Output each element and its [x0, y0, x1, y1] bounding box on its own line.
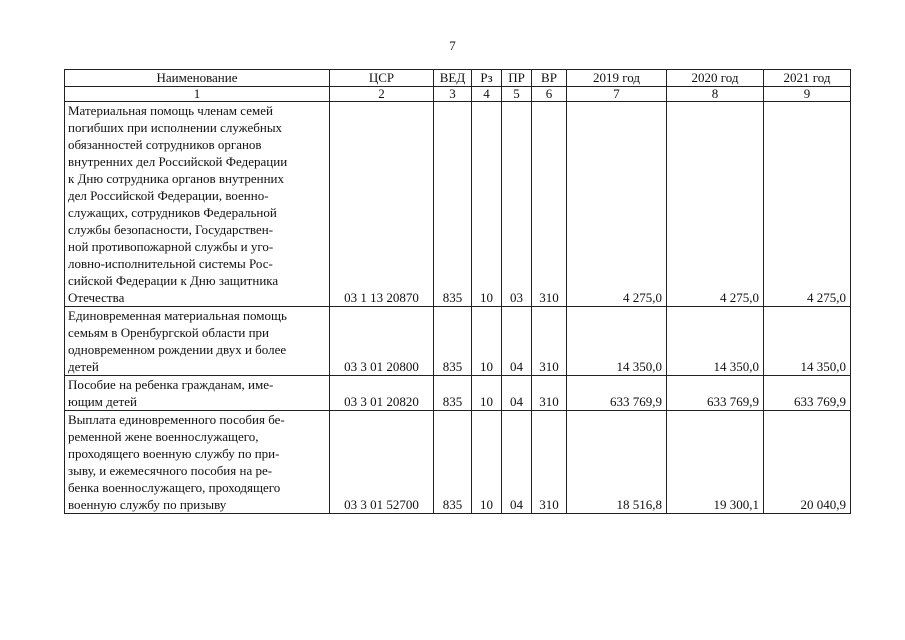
header-ved: ВЕД: [434, 70, 472, 87]
ved-cell: 835: [434, 411, 472, 514]
vr-cell: 310: [532, 102, 567, 307]
rz-cell: 10: [472, 376, 502, 411]
rz-cell: 10: [472, 102, 502, 307]
pr-cell: 04: [502, 411, 532, 514]
name-line: служащих, сотрудников Федеральной: [68, 205, 277, 220]
ved-cell: 835: [434, 376, 472, 411]
name-line: обязанностей сотрудников органов: [68, 137, 262, 152]
name-line: погибших при исполнении служебных: [68, 120, 283, 135]
row-name-cell: [65, 102, 330, 307]
csr-cell: 03 1 13 20870: [330, 102, 434, 307]
name-line: ременной жене военнослужащего,: [68, 429, 259, 444]
name-line: семьям в Оренбургской области при: [68, 325, 270, 340]
name-line: детей: [68, 359, 99, 374]
header-pr: ПР: [502, 70, 532, 87]
name-line: военную службу по призыву: [68, 497, 227, 512]
name-line: дел Российской Федерации, военно-: [68, 188, 269, 203]
csr-cell: 03 3 01 20820: [330, 376, 434, 411]
column-number: 4: [472, 87, 502, 102]
table-row: [65, 307, 851, 376]
pr-cell: 04: [502, 307, 532, 376]
name-line: бенка военнослужащего, проходящего: [68, 480, 281, 495]
amount-2020-cell: 14 350,0: [667, 307, 764, 376]
column-number: 3: [434, 87, 472, 102]
name-line: зыву, и ежемесячного пособия на ре-: [68, 463, 273, 478]
amount-2019-cell: 14 350,0: [567, 307, 667, 376]
pr-cell: 03: [502, 102, 532, 307]
amount-2020-cell: 4 275,0: [667, 102, 764, 307]
header-2021: 2021 год: [764, 70, 851, 87]
name-line: ющим детей: [68, 394, 137, 409]
name-line: к Дню сотрудника органов внутренних: [68, 171, 284, 186]
column-number: 9: [764, 87, 851, 102]
column-number: 2: [330, 87, 434, 102]
name-line: Отечества: [68, 290, 125, 305]
row-name-cell: [65, 307, 330, 376]
name-line: службы безопасности, Государствен-: [68, 222, 274, 237]
name-line: ловно-исполнительной системы Рос-: [68, 256, 273, 271]
budget-table: [64, 69, 851, 514]
name-line: Выплата единовременного пособия бе-: [68, 412, 285, 427]
name-line: Единовременная материальная помощь: [68, 308, 287, 323]
table-row: [65, 376, 851, 411]
column-number: 1: [65, 87, 330, 102]
column-number: 5: [502, 87, 532, 102]
csr-cell: 03 3 01 20800: [330, 307, 434, 376]
row-name-cell: [65, 411, 330, 514]
amount-2020-cell: 633 769,9: [667, 376, 764, 411]
csr-cell: 03 3 01 52700: [330, 411, 434, 514]
row-name-cell: [65, 376, 330, 411]
header-row: [65, 70, 851, 87]
pr-cell: 04: [502, 376, 532, 411]
name-line: ной противопожарной службы и уго-: [68, 239, 274, 254]
page-number: 7: [449, 38, 456, 53]
table-row: [65, 102, 851, 307]
amount-2021-cell: 14 350,0: [764, 307, 851, 376]
amount-2019-cell: 4 275,0: [567, 102, 667, 307]
name-line: внутренних дел Российской Федерации: [68, 154, 288, 169]
name-line: Пособие на ребенка гражданам, име-: [68, 377, 274, 392]
vr-cell: 310: [532, 307, 567, 376]
header-rz: Рз: [472, 70, 502, 87]
column-number: 8: [667, 87, 764, 102]
vr-cell: 310: [532, 376, 567, 411]
header-vr: ВР: [532, 70, 567, 87]
name-line: сийской Федерации к Дню защитника: [68, 273, 279, 288]
ved-cell: 835: [434, 102, 472, 307]
name-line: проходящего военную службу по при-: [68, 446, 280, 461]
column-number: 7: [567, 87, 667, 102]
name-line: Материальная помощь членам семей: [68, 103, 273, 118]
amount-2021-cell: 20 040,9: [764, 411, 851, 514]
ved-cell: 835: [434, 307, 472, 376]
amount-2021-cell: 633 769,9: [764, 376, 851, 411]
rz-cell: 10: [472, 307, 502, 376]
amount-2019-cell: 633 769,9: [567, 376, 667, 411]
header-name: Наименование: [65, 70, 330, 87]
name-line: одновременном рождении двух и более: [68, 342, 287, 357]
amount-2021-cell: 4 275,0: [764, 102, 851, 307]
vr-cell: 310: [532, 411, 567, 514]
header-2019: 2019 год: [567, 70, 667, 87]
column-number: 6: [532, 87, 567, 102]
column-number-row: [65, 87, 851, 102]
header-2020: 2020 год: [667, 70, 764, 87]
amount-2020-cell: 19 300,1: [667, 411, 764, 514]
rz-cell: 10: [472, 411, 502, 514]
header-csr: ЦСР: [330, 70, 434, 87]
amount-2019-cell: 18 516,8: [567, 411, 667, 514]
table-row: [65, 411, 851, 514]
